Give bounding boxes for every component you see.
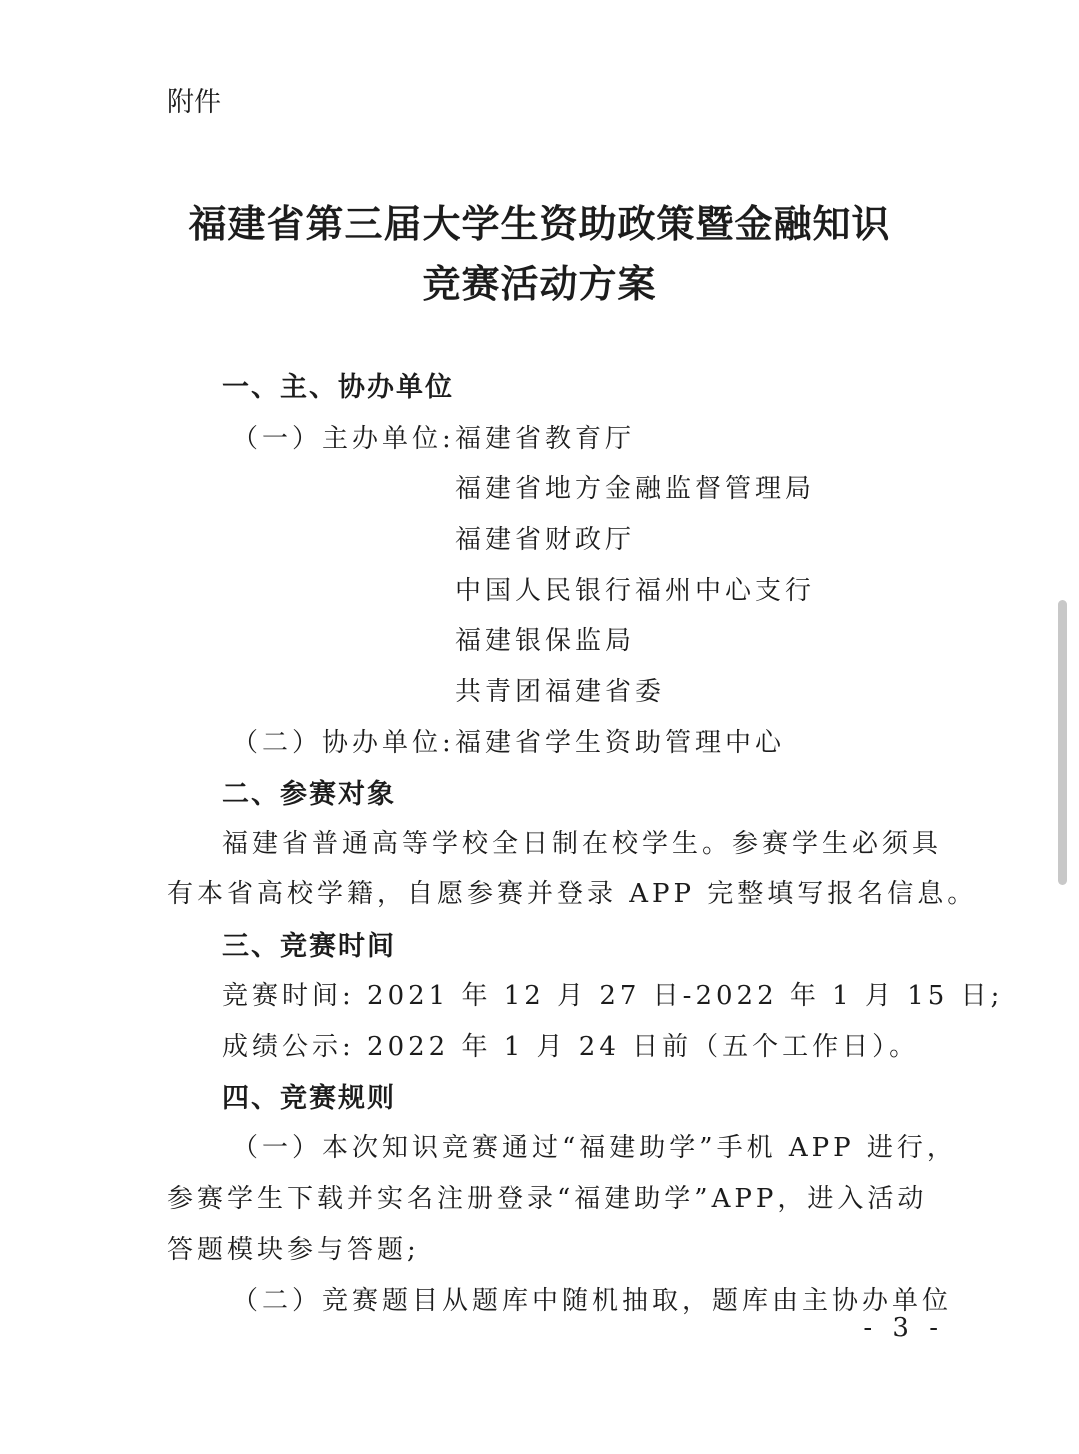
document-title-line-2: 竞赛活动方案: [422, 262, 657, 306]
host-units-label: （一）主办单位:: [232, 424, 455, 454]
section-3-heading: 三、竞赛时间: [222, 931, 396, 962]
co-host-label: （二）协办单位:: [232, 728, 455, 758]
paragraph-line: （一）本次知识竞赛通过“福建助学”手机 APP 进行，: [232, 1133, 957, 1163]
page-number: - 3 -: [863, 1313, 944, 1343]
paragraph-line: 参赛学生下载并实名注册登录“福建助学”APP，进入活动: [167, 1184, 928, 1214]
paragraph-line: （二）竞赛题目从题库中随机抽取，题库由主协办单位: [232, 1286, 953, 1316]
document-title-line-1: 福建省第三届大学生资助政策暨金融知识: [188, 202, 891, 246]
results-announcement: 成绩公示: 2022 年 1 月 24 日前（五个工作日）。: [222, 1032, 920, 1062]
vertical-scrollbar[interactable]: [1058, 600, 1067, 885]
section-1-heading: 一、主、协办单位: [222, 372, 454, 403]
paragraph-line: 有本省高校学籍，自愿参赛并登录 APP 完整填写报名信息。: [167, 879, 978, 909]
section-4-heading: 四、竞赛规则: [222, 1083, 396, 1114]
host-unit: 福建省地方金融监督管理局: [455, 474, 816, 504]
host-unit: 福建银保监局: [455, 626, 636, 656]
section-2-heading: 二、参赛对象: [222, 779, 396, 810]
host-unit: 共青团福建省委: [455, 677, 666, 707]
host-unit: 福建省教育厅: [455, 424, 636, 454]
co-host-unit: 福建省学生资助管理中心: [455, 728, 786, 758]
paragraph-line: 福建省普通高等学校全日制在校学生。参赛学生必须具: [222, 829, 943, 859]
host-unit: 中国人民银行福州中心支行: [455, 576, 816, 606]
host-unit: 福建省财政厅: [455, 525, 636, 555]
competition-period: 竞赛时间: 2021 年 12 月 27 日-2022 年 1 月 15 日;: [222, 981, 1004, 1011]
paragraph-line: 答题模块参与答题;: [167, 1235, 420, 1265]
attachment-label: 附件: [167, 87, 221, 118]
